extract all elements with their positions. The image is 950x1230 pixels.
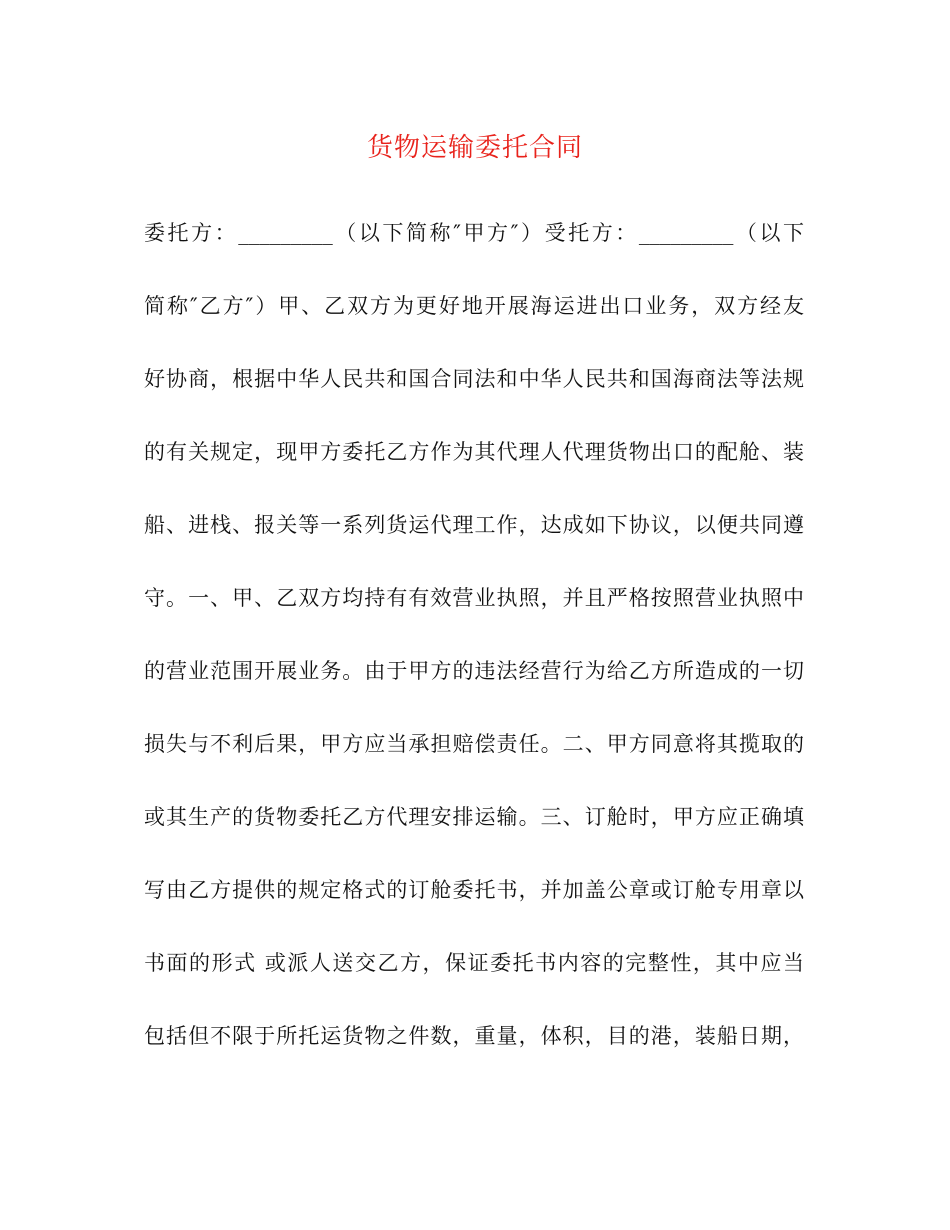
document-body — [144, 208, 804, 1084]
body-line-6: 守。一、甲、乙双方均持有有效营业执照，并且严格按照营业执照中 — [144, 586, 804, 610]
body-line-3: 好协商，根据中华人民共和国合同法和中华人民共和国海商法等法规 — [144, 367, 804, 391]
body-line-2: 简称″乙方″）甲、乙双方为更好地开展海运进出口业务，双方经友 — [144, 294, 804, 318]
body-line-1: 委托方：_________（以下简称″甲方″）受托方：_________（以下 — [144, 221, 804, 245]
body-line-9: 或其生产的货物委托乙方代理安排运输。三、订舱时，甲方应正确填 — [144, 805, 804, 829]
body-line-4: 的有关规定，现甲方委托乙方作为其代理人代理货物出口的配舱、装 — [144, 440, 804, 464]
body-line-11: 书面的形式 或派人送交乙方，保证委托书内容的完整性，其中应当 — [144, 951, 804, 975]
body-line-7: 的营业范围开展业务。由于甲方的违法经营行为给乙方所造成的一切 — [144, 659, 804, 683]
body-line-10: 写由乙方提供的规定格式的订舱委托书，并加盖公章或订舱专用章以 — [144, 878, 804, 902]
document-title: 货物运输委托合同 — [366, 133, 583, 163]
body-line-12: 包括但不限于所托运货物之件数，重量，体积，目的港，装船日期， — [144, 1024, 804, 1048]
body-line-8: 损失与不利后果，甲方应当承担赔偿责任。二、甲方同意将其揽取的 — [144, 732, 804, 756]
body-line-5: 船、进栈、报关等一系列货运代理工作，达成如下协议，以便共同遵 — [144, 513, 804, 537]
